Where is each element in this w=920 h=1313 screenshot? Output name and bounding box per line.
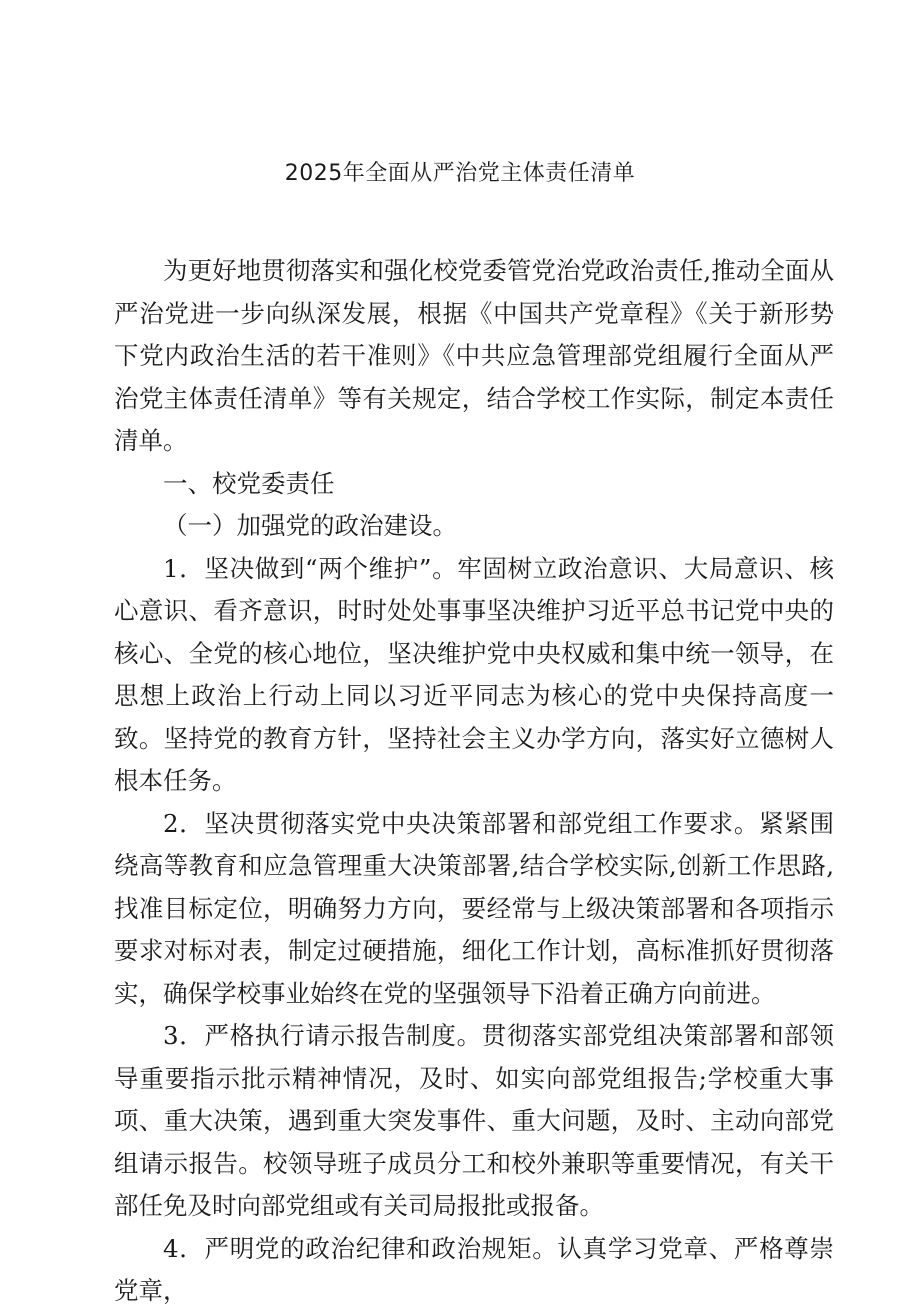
item-4-paragraph: 4．严明党的政治纪律和政治规矩。认真学习党章、严格尊崇党章， <box>114 1233 834 1305</box>
item-3-paragraph: 3．严格执行请示报告制度。贯彻落实部党组决策部署和部领导重要指示批示精神情况，及时、如实向部党组报告;学校重大事项、重大决策，遇到重大突发事件、重大问题，及时、主动向部党组请示报告。校领导班子成员分工和校外兼职等重要情况，有关干部任免及时向部党组或有关司局报批或报备。 <box>114 1021 834 1220</box>
intro-paragraph: 为更好地贯彻落实和强化校党委管党治党政治责任,推动全面从严治党进一步向纵深发展，根据《中国共产党章程》《关于新形势下党内政治生活的若干准则》《中共应急管理部党组履行全面从严治党主体责任清单》等有关规定，结合学校工作实际，制定本责任清单。 <box>114 256 834 455</box>
subsection-heading: （一）加强党的政治建设。 <box>163 511 457 540</box>
document-title: 2025年全面从严治党主体责任清单 <box>284 161 636 186</box>
section-heading: 一、校党委责任 <box>163 468 335 498</box>
item-2-paragraph: 2．坚决贯彻落实党中央决策部署和部党组工作要求。紧紧围绕高等教育和应急管理重大决策部署,结合学校实际,创新工作思路,找准目标定位，明确努力方向，要经常与上级决策部署和各项指示要求对标对表，制定过硬措施，细化工作计划，高标准抓好贯彻落实，确保学校事业始终在党的坚强领导下沿着正确方向前进。 <box>114 808 834 1008</box>
document-body <box>114 250 834 1313</box>
item-1-paragraph: 1．坚决做到“两个维护”。牢固树立政治意识、大局意识、核心意识、看齐意识，时时处处事事坚决维护习近平总书记党中央的核心、全党的核心地位，坚决维护党中央权威和集中统一领导，在思想上政治上行动上同以习近平同志为核心的党中央保持高度一致。坚持党的教育方针，坚持社会主义办学方向，落实好立德树人根本任务。 <box>114 553 834 795</box>
